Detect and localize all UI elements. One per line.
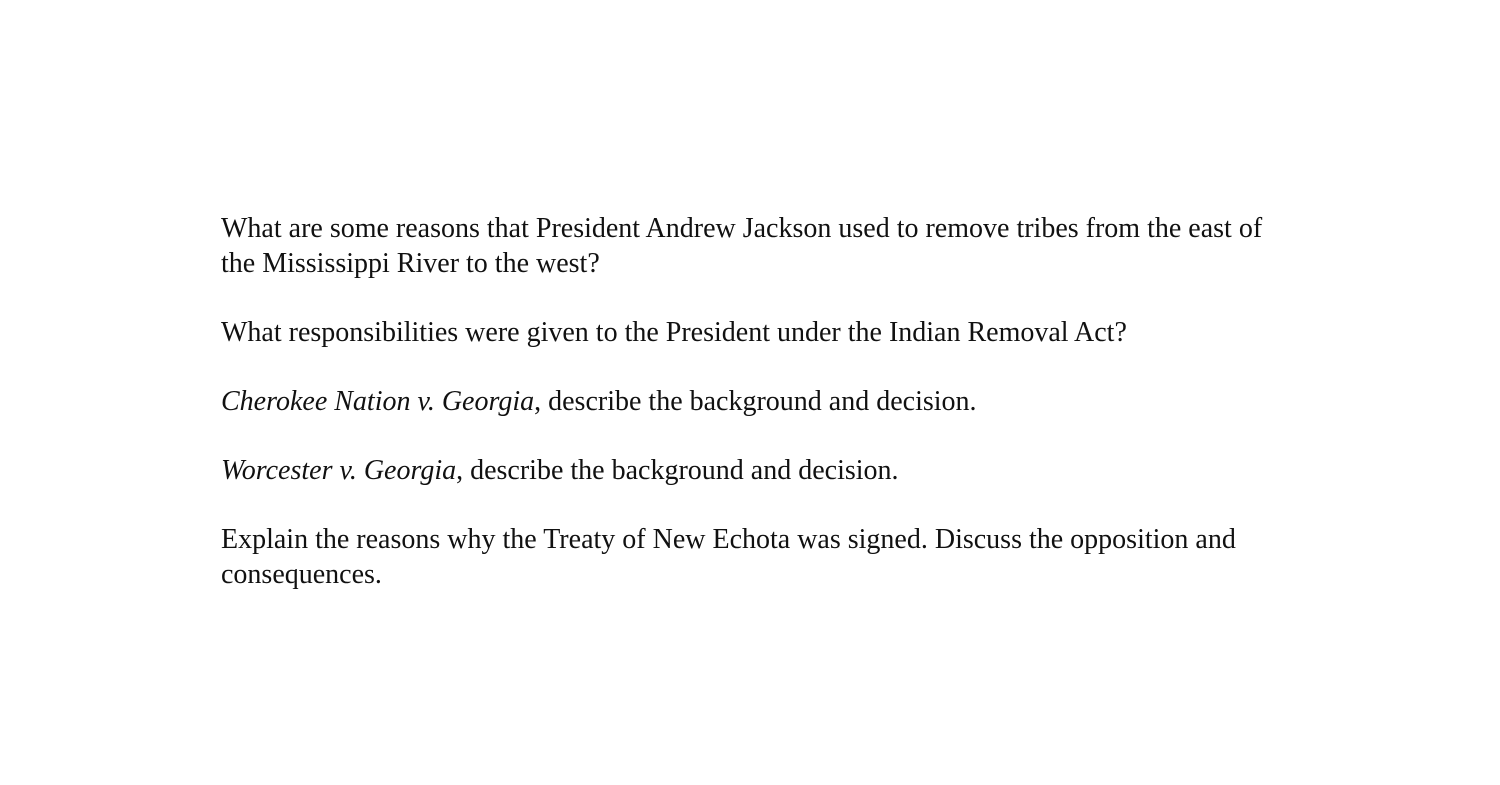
question-3 xyxy=(221,384,1281,419)
question-4 xyxy=(221,453,1281,488)
question-4-text: , describe the background and decision. xyxy=(456,455,899,486)
question-1-text: What are some reasons that President Andrew Jackson used to remove tribes from the east of the Mississippi River to the west? xyxy=(221,213,1263,279)
question-5-text: Explain the reasons why the Treaty of New Echota was signed. Discuss the opposition and consequences. xyxy=(221,524,1236,590)
case-name-worcester: Worcester v. Georgia xyxy=(221,455,457,486)
question-list xyxy=(221,211,1281,626)
question-3-text: , describe the background and decision. xyxy=(534,386,977,417)
question-2-text: What responsibilities were given to the President under the Indian Removal Act? xyxy=(221,317,1127,348)
question-1 xyxy=(221,211,1281,281)
case-name-cherokee-nation: Cherokee Nation v. Georgia xyxy=(221,386,535,417)
question-5 xyxy=(221,522,1281,592)
question-2 xyxy=(221,315,1281,350)
